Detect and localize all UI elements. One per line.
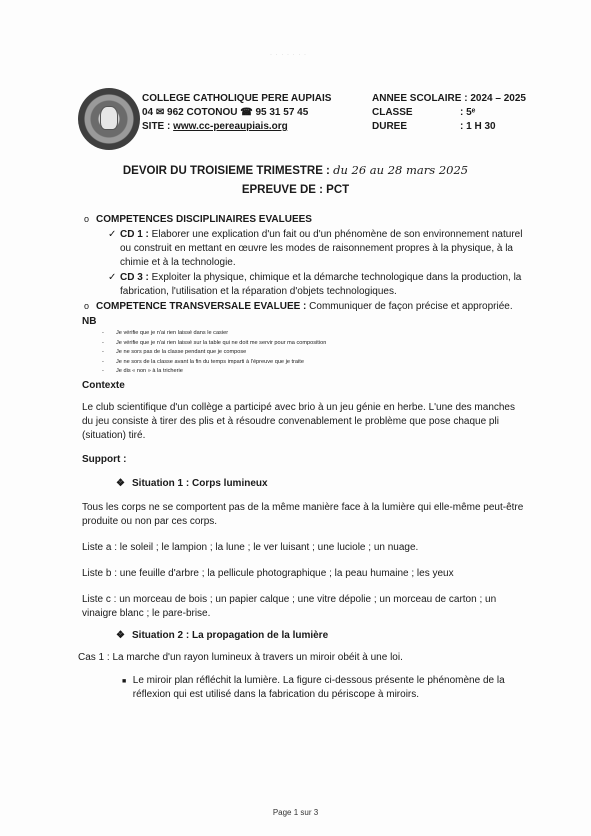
contexte-label: Contexte: [82, 379, 125, 391]
school-address: 04 ✉ 962 COTONOU ☎ 95 31 57 45: [142, 107, 309, 118]
situation1-intro: Tous les corps ne se comportent pas de la même manière face à la lumière qui elle-même peut-être produite ou non par ces corps.: [82, 501, 524, 527]
list-item: - Je ne sors pas de la classe pendant que je compose: [102, 349, 247, 356]
liste-b: Liste b : une feuille d'arbre ; la pellicule photographique ; la peau humaine ; les yeux: [82, 567, 454, 579]
school-logo-icon: [78, 88, 140, 150]
cd1-item: ✓ CD 1 : Elaborer une explication d'un fait ou d'un phénomène de son environnement naturel ou construit en mettant en œuvre les modes de raisonnement propres à la physique, à la chimie et à la technologie.: [108, 229, 523, 268]
diamond-bullet-icon: ❖: [116, 629, 125, 641]
check-icon: ✓: [108, 229, 117, 240]
devoir-title: DEVOIR DU TROISIEME TRIMESTRE : du 26 au 28 mars 2025: [122, 163, 469, 177]
support-label: Support :: [82, 453, 127, 465]
exam-meta: [372, 92, 526, 134]
situation2-title: ❖ Situation 2 : La propagation de la lumière: [116, 629, 329, 641]
situation1-title: ❖ Situation 1 : Corps lumineux: [116, 477, 268, 489]
contexte-text: Le club scientifique d'un collège a participé avec brio à un jeu génie en herbe. L'une des manches du jeu consiste à tirer des plis et à résoudre convenablement le problème que pose chaque pli (situation) tiré.: [82, 401, 515, 441]
school-name: COLLEGE CATHOLIQUE PERE AUPIAIS: [142, 93, 332, 104]
school-header: [78, 88, 538, 158]
school-info: [142, 92, 331, 134]
list-item: - Je vérifie que je n'ai rien laissé dans le casier: [102, 330, 229, 336]
circle-bullet-icon: o: [84, 301, 90, 311]
duration-row: DUREE : 1 H 30: [372, 121, 496, 132]
square-bullet-icon: ■: [122, 677, 127, 685]
list-item: - Je vérifie que je n'ai rien laissé sur la table qui ne doit me servir pour ma composition: [102, 339, 327, 346]
circle-bullet-icon: o: [84, 214, 90, 224]
nb-label: NB: [82, 316, 97, 327]
logo-figure-icon: [100, 106, 118, 130]
cd3-item: ✓ CD 3 : Exploiter la physique, chimique et la démarche technologique dans la production, la fabrication, l'utilisation et la réparation d'objets technologiques.: [108, 272, 522, 297]
page-number: Page 1 sur 3: [272, 808, 319, 817]
class-row: CLASSE : 5ᵉ: [372, 107, 476, 118]
faint-stamp: · · · · · · ·: [270, 52, 307, 58]
competences-heading: o COMPETENCES DISCIPLINAIRES EVALUEES: [84, 214, 312, 225]
list-item: - Je ne sors de la classe avant la fin du temps imparti à l'épreuve que je traite: [102, 358, 304, 365]
school-site: SITE : www.cc-pereaupiais.org: [142, 121, 288, 132]
list-item: - Je dis « non » à la tricherie: [102, 368, 183, 375]
miroir-item: ■ Le miroir plan réfléchit la lumière. La figure ci-dessous présente le phénomène de la réflexion qui est utilisé dans la fabrication du périscope à miroirs.: [122, 674, 505, 700]
school-site-link[interactable]: www.cc-pereaupiais.org: [173, 121, 288, 132]
exam-content: [78, 212, 528, 702]
epreuve-title: EPREUVE DE : PCT: [241, 184, 350, 196]
cas1-text: Cas 1 : La marche d'un rayon lumineux à travers un miroir obéit à une loi.: [78, 651, 403, 663]
check-icon: ✓: [108, 272, 117, 283]
liste-c: Liste c : un morceau de bois ; un papier calque ; une vitre dépolie ; un morceau de carton ; un vinaigre blanc ; le pare-brise.: [82, 593, 497, 619]
diamond-bullet-icon: ❖: [116, 477, 125, 489]
liste-a: Liste a : le soleil ; le lampion ; la lune ; le ver luisant ; une luciole ; un nuage.: [82, 541, 419, 553]
school-year: ANNEE SCOLAIRE : 2024 – 2025: [372, 93, 526, 104]
competence-transversale: o COMPETENCE TRANSVERSALE EVALUEE : Communiquer de façon précise et appropriée.: [84, 301, 513, 312]
nb-list: [102, 329, 528, 377]
devoir-date: du 26 au 28 mars 2025: [333, 163, 469, 177]
